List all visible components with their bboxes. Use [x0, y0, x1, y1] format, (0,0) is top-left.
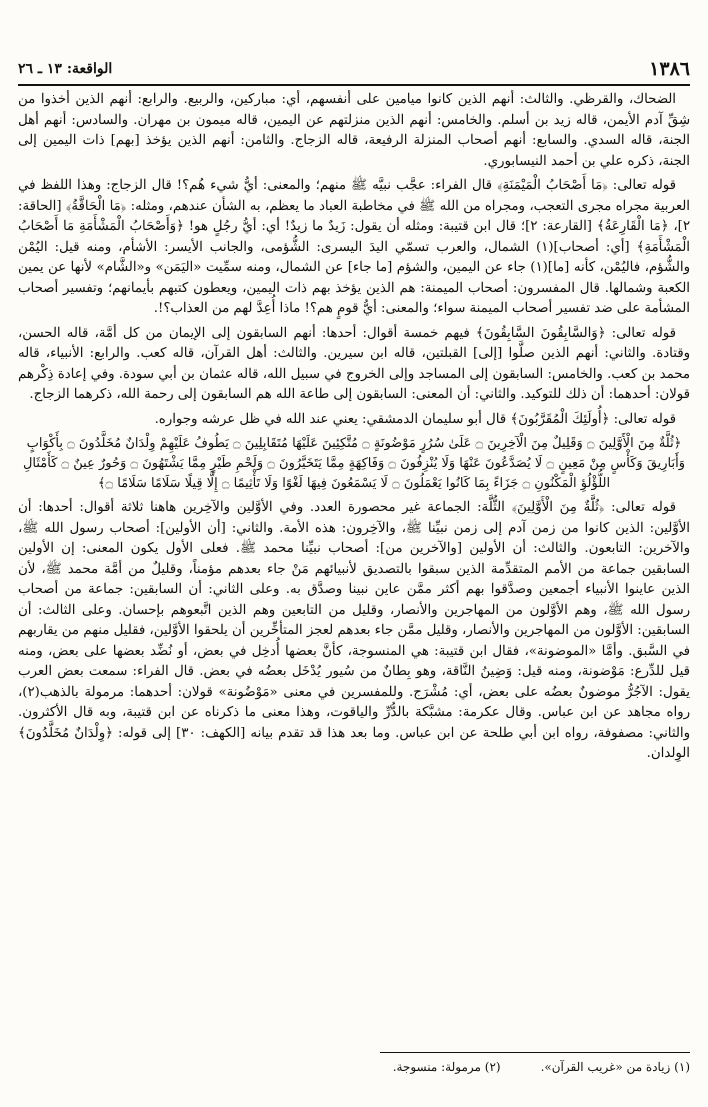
header-rule — [18, 84, 690, 86]
paragraph: قوله تعالى: ﴿مَا أَصْحَابُ الْمَيْمَنَةِ﴾ قال الفراء: عجَّب نبيَّه ﷺ منهم؛ والمعنى: أيُّ شيء هُم؟! قال الزجاج: وهذا اللفظ في العربية مجراه مجرى التعجب، ومجراه من الله ﷺ في مخاطبة العباد ما يعظم، به الشأن عندهم، ومثله: ﴿مَا الْحَاقَّةُ﴾ [الحاقة: ٢]، ﴿مَا الْقَارِعَةُ﴾ [القارعة: ٢]؛ قال ابن قتيبة: ومثله أن يقول: زَيدٌ ما زيدٌ! أي: أيُّ رجُلٍ هو! ﴿وَأَصْحَابُ الْمَشْأَمَةِ مَا أَصْحَابُ الْمَشْأَمَةِ﴾ [أي: أصحاب](١) الشمال، والعرب تسمّي اليدَ اليسرى: الشُّؤمى، والجانب الأيسر: الأشأم، ومنه قيل: اليُمْن والشُّؤم، فاليُمْن، كأنه [ما](١) جاء عن اليمين، والشؤم [ما جاء] عن الشمال، ومنه سمِّيت «اليَمَن» و«الشَّام» لأنها عن يمين الكعبة وشمالها. قال المفسرون: أصحاب الميمنة: هم الذين يؤخذ بهم ذات اليمين، ويعطون كتبهم بأيمانهم؛ وتفسير أصحاب المشأمة على ضد تفسير أصحاب الميمنة سواء؛ والمعنى: أيُّ قومٍ هم؟! ماذا أُعِدَّ لهم من العذاب؟!. — [18, 178, 690, 316]
running-title: الواقعة: ١٣ ـ ٢٦ — [18, 61, 113, 77]
footnote-1: (١) زيادة من «غريب القرآن». — [540, 1060, 690, 1074]
footnotes — [18, 1058, 690, 1076]
paragraph: قوله تعالى: ﴿أُولَئِكَ الْمُقَرَّبُونَ﴾ قال أبو سليمان الدمشقي: يعني عند الله في ظل عرشه وجواره. — [154, 411, 676, 427]
quran-verse-block: ﴿ثُلَّةٌ مِنَ الْأَوَّلِينَ ۝ وَقَلِيلٌ مِنَ الْآخِرِينَ ۝ عَلَىٰ سُرُرٍ مَوْضُونَةٍ ۝ مُتَّكِئِينَ عَلَيْهَا مُتَقَابِلِينَ ۝ يَطُوفُ عَلَيْهِمْ وِلْدَانٌ مُخَلَّدُونَ ۝ بِأَكْوَابٍ وَأَبَارِيقَ وَكَأْسٍ مِنْ مَعِينٍ ۝ لَا يُصَدَّعُونَ عَنْهَا وَلَا يُنْزِفُونَ ۝ وَفَاكِهَةٍ مِمَّا يَتَخَيَّرُونَ ۝ وَلَحْمِ طَيْرٍ مِمَّا يَشْتَهُونَ ۝ وَحُورٌ عِينٌ ۝ كَأَمْثَالِ اللُّؤْلُؤِ الْمَكْنُونِ ۝ جَزَاءً بِمَا كَانُوا يَعْمَلُونَ ۝ لَا يَسْمَعُونَ فِيهَا لَغْوًا وَلَا تَأْثِيمًا ۝ إِلَّا قِيلًا سَلَامًا سَلَامًا ۝﴾ — [22, 436, 686, 491]
footnote-2: (٢) مرمولة: منسوجة. — [392, 1060, 501, 1074]
paragraph: قوله تعالى: ﴿ثُلَّةٌ مِنَ الْأَوَّلِينَ﴾ الثُّلَّة: الجماعة غير محصورة العدد. وفي الأوَّلين والآخِرين هاهنا ثلاثة أقوال: أحدها: أن الأوَّلين: الذين كانوا من زمن آدم إلى زمن نبيِّنا ﷺ، والآخِرون: هذه الأمة. والثاني: [أن الأولين]: أصحاب رسول الله ﷺ، والآخرين: التابعون. والثالث: أن الأولين [والآخرين من]: أصحاب نبيِّنا محمد ﷺ. فعلى الأول يكون المعنى: إن الأولين السابقين جماعة من الأمم المتقدِّمة الذين سبقوا بالتصديق لأنبيائهم مَنْ جاء بعدهم مؤمناً، وقليلٌ من أمَّة محمد ﷺ، لأن الذين عاينوا الأنبياء أجمعين وصدَّقوا بهم أكثر ممَّن عاين نبينا وصدَّق به. وعلى الثاني: أن السابقين: جماعة من أصحاب رسول الله ﷺ، وهم الأوَّلون من المهاجرين والأنصار، وقليل من التابعين وهم الذين اتَّبعوهم بإحسان. وعلى الثالث: أن السابقين: الأوَّلون من المهاجرين والأنصار، وقليل ممَّن جاء بعدهم لعجز المتأخِّرين أن يلحقوا الأوَّلين، فقليل منهم من يقاربهم في السَّبق. وأمَّا «الموضونة»، فقال ابن قتيبة: هي المنسوجة، كأنَّ بعضها أُدخِل في بعض، أو نُضِّد بعضها على بعض، ومنه قيل للدِّرع: مَوْضونة، ومنه قيل: وَضِينُ النَّاقة، وهو بِطانٌ من سُيور يُدْخَل بعضُه في بعض. قال الفراء: سمعت بعض العرب يقول: الآجُرُّ موضونٌ بعضُه على بعض، أي: مُشْرَج. وللمفسرين في معنى «مَوْضُونة» قولان: أحدهما: مرمولة بالذهب(٢)، رواه مجاهد عن ابن عباس. وقال عكرمة: مشبَّكة بالدُّرِّ والياقوت، وهذا معنى ما ذكرناه عن ابن قتيبة، وبه قال الأكثرون. والثاني: مصفوفة، رواه ابن أبي طلحة عن ابن عباس. وما بعد هذا قد تقدم بيانه [الكهف: ٣٠] إلى قوله: ﴿وِلْدَانٌ مُخَلَّدُونَ﴾ الوِلدان. — [18, 500, 690, 761]
page-number: ١٣٨٦ — [649, 58, 690, 80]
page-header — [18, 56, 690, 82]
page-body — [18, 90, 690, 970]
paragraph: قوله تعالى: ﴿وَالسَّابِقُونَ السَّابِقُونَ﴾ فيهم خمسة أقوال: أحدها: أنهم السابقون إلى الإيمان من كل أمَّة، قاله الحسن، وقتادة. والثاني: أنهم الذين صلَّوا [إلى] القبلتين، قاله ابن سيرين. والثالث: أهل القرآن، قاله كعب. والرابع: الأنبياء، قاله محمد بن كعب. والخامس: السابقون إلى المساجد وإلى الخروج في سبيل الله، قاله عثمان بن أبي سودة. وفي إعادة ذِكْرهم قولان: أحدهما: أن ذلك للتوكيد. والثاني: أن المعنى: السابقون إلى طاعة الله هم السابقون إلى رحمة الله، ذكرهما الزجاج. — [18, 325, 690, 402]
paragraph: الضحاك، والقرظي. والثالث: أنهم الذين كانوا ميامين على أنفسهم، أي: مباركين، والربيع. والرابع: أنهم الذين أخذوا من شِقِّ آدم الأيمن، قاله زيد بن أسلم. والخامس: أنهم الذين منزلتهم عن اليمين، قاله ميمون بن مهران. والسادس: أنهم أهل الجنة، قاله السدي. والسابع: أنهم أصحاب المنزلة الرفيعة، قاله الزجاج. والثامن: أنهم الذين يؤخذ [بهم] ذات اليمين إلى الجنة، ذكره علي بن أحمد النيسابوري. — [18, 92, 690, 169]
footnote-rule — [380, 1052, 690, 1053]
